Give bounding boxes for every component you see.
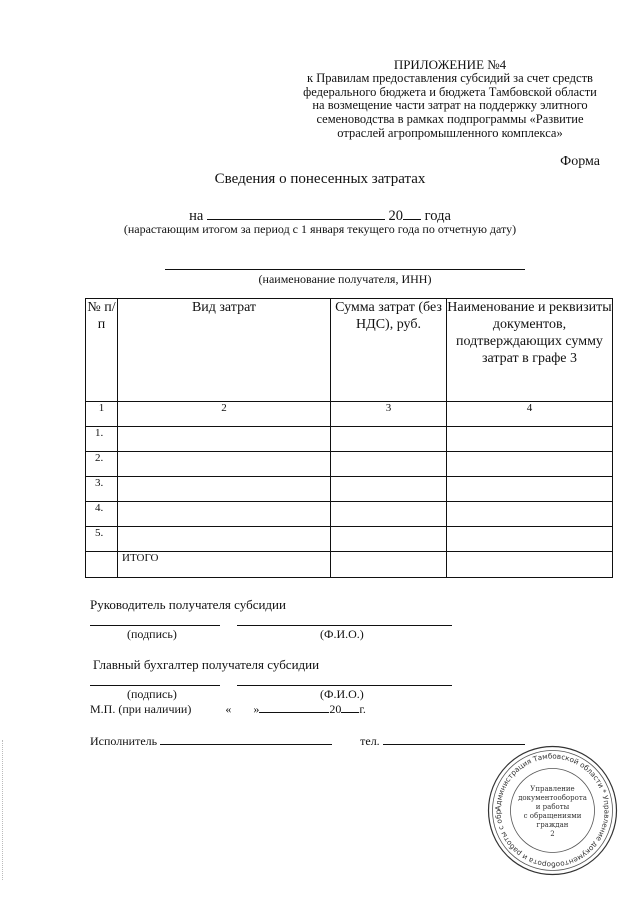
- stamp-center-line: граждан: [536, 821, 569, 829]
- head-signature-title: Руководитель получателя субсидии: [90, 597, 286, 612]
- quote-open: «: [225, 702, 232, 716]
- table-row: [86, 477, 613, 502]
- table-header-row: [86, 299, 613, 402]
- stamp-outer-text: Администрация Тамбовской области * Управление документооборота и работы с обр: [493, 751, 612, 870]
- appendix-line: федерального бюджета и бюджета Тамбовской области: [303, 84, 597, 99]
- column-number: 1: [86, 402, 118, 427]
- cost-type-cell[interactable]: [118, 527, 331, 552]
- cost-type-cell[interactable]: [118, 477, 331, 502]
- mp-label: М.П. (при наличии): [90, 702, 192, 716]
- amount-cell[interactable]: [331, 477, 447, 502]
- seal-year-blank[interactable]: [341, 702, 359, 713]
- row-number: 4.: [86, 502, 118, 527]
- day-blank[interactable]: [234, 712, 250, 713]
- date-blank[interactable]: [207, 206, 385, 220]
- head-sign-label: (подпись): [127, 627, 177, 641]
- total-documents-cell[interactable]: [447, 552, 613, 578]
- header-cell-number: № п/п: [86, 299, 118, 402]
- executor-label: Исполнитель: [90, 734, 158, 748]
- table-row: [86, 527, 613, 552]
- stamp-center-line: Управление: [530, 785, 575, 793]
- documents-cell[interactable]: [447, 502, 613, 527]
- appendix-header: [280, 58, 620, 141]
- head-name-field[interactable]: [237, 625, 452, 626]
- column-number: 2: [118, 402, 331, 427]
- total-label: ИТОГО: [118, 552, 331, 578]
- head-signature-field[interactable]: [90, 625, 220, 626]
- appendix-line: семеноводства в рамках подпрограммы «Развитие: [316, 112, 584, 127]
- header-cell-amount: Сумма затрат (без НДС), руб.: [331, 299, 447, 402]
- stamp-seal-icon: [485, 743, 620, 878]
- documents-cell[interactable]: [447, 452, 613, 477]
- cost-type-cell[interactable]: [118, 427, 331, 452]
- total-amount-cell[interactable]: [331, 552, 447, 578]
- cost-type-cell[interactable]: [118, 452, 331, 477]
- recipient-label: (наименование получателя, ИНН): [258, 272, 432, 286]
- row-number: 2.: [86, 452, 118, 477]
- costs-table: [85, 298, 613, 578]
- stamp-center-line: документооборота: [518, 794, 587, 802]
- executor-line: [90, 734, 525, 749]
- official-stamp: [485, 743, 620, 878]
- row-number: 1.: [86, 427, 118, 452]
- amount-cell[interactable]: [331, 427, 447, 452]
- stamp-center-line: 2: [550, 830, 555, 838]
- head-name-label: (Ф.И.О.): [320, 627, 364, 641]
- documents-cell[interactable]: [447, 527, 613, 552]
- appendix-line: на возмещение части затрат на поддержку элитного: [312, 98, 588, 113]
- seal-year-prefix: 20: [329, 702, 342, 716]
- table-row: [86, 502, 613, 527]
- cumulative-note: (нарастающим итогом за период с 1 января текущего года по отчетную дату): [123, 222, 517, 236]
- year-blank[interactable]: [403, 206, 421, 220]
- accountant-signature-field[interactable]: [90, 685, 220, 686]
- column-numbers-row: [86, 402, 613, 427]
- date-suffix: года: [424, 208, 451, 224]
- phone-label: тел.: [360, 734, 380, 748]
- accountant-name-label: (Ф.И.О.): [320, 687, 364, 701]
- header-cell-cost-type: Вид затрат: [118, 299, 331, 402]
- row-number: 5.: [86, 527, 118, 552]
- total-number-cell: [86, 552, 118, 578]
- amount-cell[interactable]: [331, 452, 447, 477]
- cost-type-cell[interactable]: [118, 502, 331, 527]
- documents-cell[interactable]: [447, 427, 613, 452]
- header-cell-documents: Наименование и реквизиты документов, подтверждающих сумму затрат в графе 3: [447, 299, 613, 402]
- accountant-sign-label: (подпись): [127, 687, 177, 701]
- total-row: [86, 552, 613, 578]
- seal-year-suffix: г.: [359, 702, 366, 716]
- table-row: [86, 452, 613, 477]
- scan-margin-artifact: [2, 740, 4, 880]
- recipient-field[interactable]: [165, 269, 525, 270]
- appendix-heading: ПРИЛОЖЕНИЕ №4: [393, 57, 507, 72]
- amount-cell[interactable]: [331, 502, 447, 527]
- document-title: Сведения о понесенных затратах: [214, 171, 426, 187]
- appendix-line: к Правилам предоставления субсидий за счет средств: [307, 70, 593, 85]
- table-row: [86, 427, 613, 452]
- executor-field[interactable]: [160, 734, 332, 745]
- year-prefix: 20: [388, 208, 404, 224]
- stamp-center-line: и работы: [535, 803, 570, 811]
- column-number: 3: [331, 402, 447, 427]
- quote-close: »: [253, 702, 260, 716]
- accountant-signature-title: Главный бухгалтер получателя субсидии: [93, 657, 320, 672]
- form-label: Форма: [560, 154, 600, 169]
- column-number: 4: [447, 402, 613, 427]
- stamp-center-line: с обращениями: [523, 812, 582, 820]
- seal-line: [90, 702, 366, 717]
- amount-cell[interactable]: [331, 527, 447, 552]
- appendix-line: отраслей агропромышленного комплекса»: [337, 125, 563, 140]
- documents-cell[interactable]: [447, 477, 613, 502]
- month-blank[interactable]: [259, 702, 329, 713]
- accountant-name-field[interactable]: [237, 685, 452, 686]
- row-number: 3.: [86, 477, 118, 502]
- date-prefix: на: [189, 208, 204, 224]
